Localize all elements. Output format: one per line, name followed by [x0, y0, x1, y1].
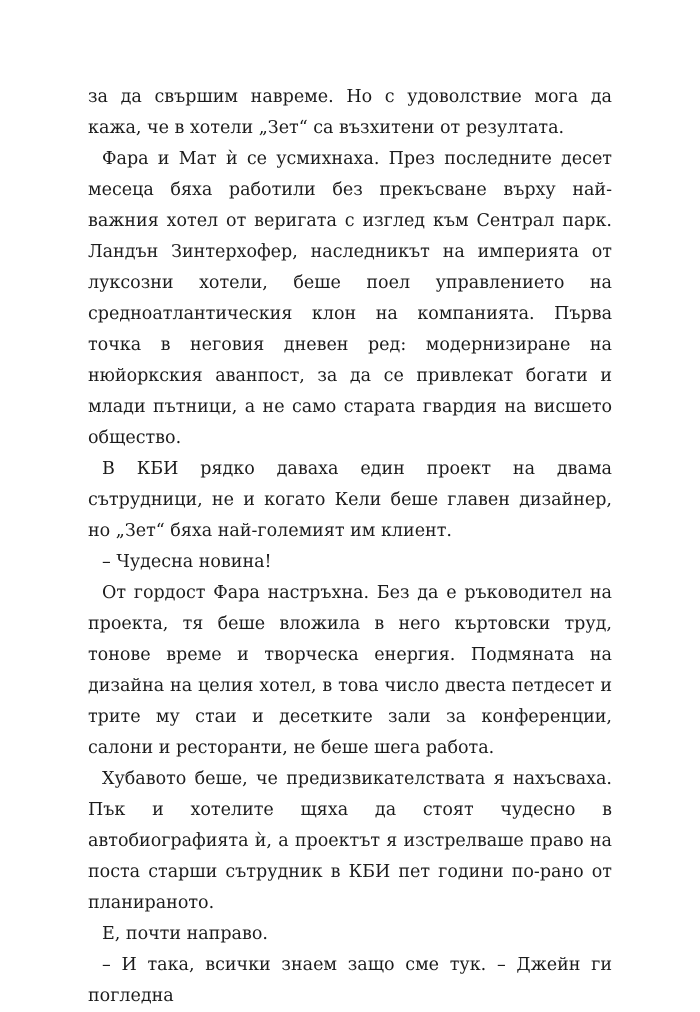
paragraph: Хубавото беше, че предизвикателствата я нахъсваха. Пък и хотелите щяха да стоят чудесно в автобиографията ѝ, а проектът я изстрелваше право на поста старши сътрудник в КБИ пет години по-рано от планираното. — [88, 769, 612, 913]
paragraph-continuation: за да свършим навреме. Но с удоволствие мога да кажа, че в хотели „Зет“ са възхитени от резултата. — [88, 87, 612, 138]
paragraph: От гордост Фара настръхна. Без да е ръководител на проекта, тя беше вложила в него къртовски труд, тонове време и творческа енергия. Подмяната на дизайна на целия хотел, в това число двеста петдесет и трите му стаи и десетките зали за конференции, салони и ресторанти, не беше шега работа. — [88, 583, 612, 758]
paragraph: Е, почти направо. — [102, 924, 268, 944]
paragraph: Фара и Мат ѝ се усмихнаха. През последните десет месеца бяха работили без прекъсване върху най-важния хотел от веригата с изглед към Сентрал парк. Ландън Зинтерхофер, наследникът на империята от луксозни хотели, беше поел управлението на средноатлантическия клон на компанията. Първа точка в неговия дневен ред: модернизиране на нюйоркския аванпост, за да се привлекат богати и млади пътници, а не само старата гвардия на висшето общество. — [88, 149, 612, 448]
book-page — [88, 82, 612, 1012]
paragraph: В КБИ рядко даваха един проект на двама сътрудници, не и когато Кели беше главен дизайнер, но „Зет“ бяха най-големият им клиент. — [88, 459, 612, 541]
dialogue-line: – И така, всички знаем защо сме тук. – Джейн ги погледна — [88, 955, 612, 1006]
dialogue-line: – Чудесна новина! — [102, 552, 272, 572]
